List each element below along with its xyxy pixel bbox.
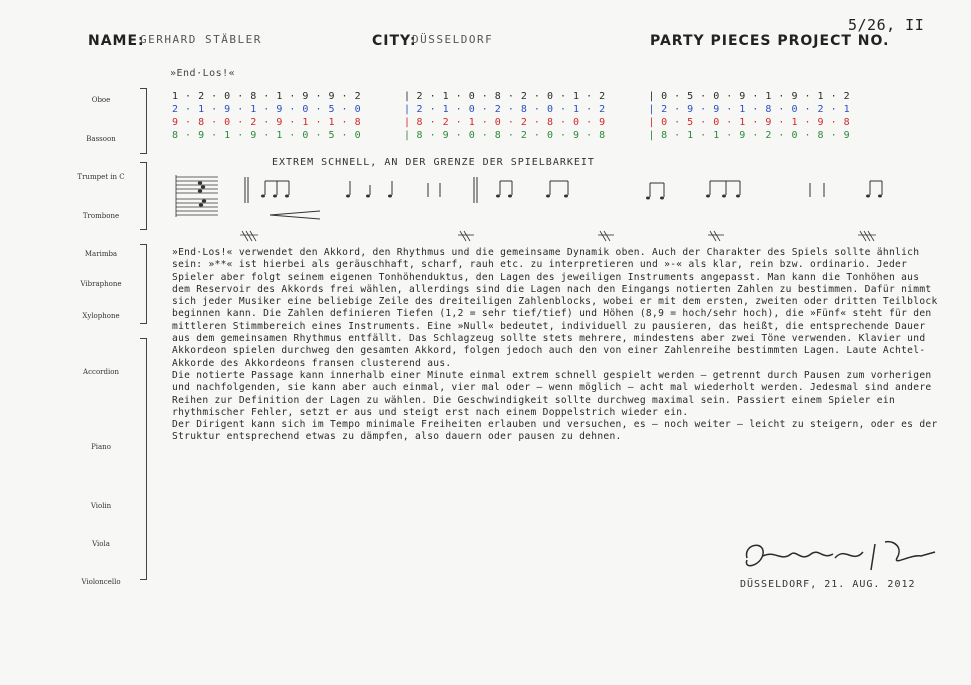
instrument-label: Vibraphone xyxy=(80,280,122,288)
number-block: 9 · 8 · 0 · 2 · 9 · 1 · 1 · 8 xyxy=(172,117,362,128)
performance-instructions xyxy=(172,247,942,444)
number-block: 0 · 5 · 0 · 9 · 1 · 9 · 1 · 2 xyxy=(661,91,851,102)
number-block: 8 · 9 · 1 · 9 · 1 · 0 · 5 · 0 xyxy=(172,130,362,141)
tempo-marking: EXTREM SCHNELL, AN DER GRENZE DER SPIELBARKEIT xyxy=(272,157,595,168)
instrument-label: Trombone xyxy=(82,212,120,220)
instrument-label: Bassoon xyxy=(86,135,116,143)
signature xyxy=(735,536,945,576)
page-number: 5/26, II xyxy=(848,16,925,34)
number-block: 8 · 1 · 1 · 9 · 2 · 0 · 8 · 9 xyxy=(661,130,851,141)
project-label: PARTY PIECES PROJECT NO. xyxy=(650,33,890,49)
instrument-label: Viola xyxy=(92,540,110,548)
dynamic-marks xyxy=(240,231,876,241)
city-value: DÜSSELDORF xyxy=(412,33,494,46)
rhythm-line xyxy=(245,177,882,219)
number-block: 0 · 5 · 0 · 1 · 9 · 1 · 9 · 8 xyxy=(661,117,851,128)
number-block: 8 · 2 · 1 · 0 · 2 · 8 · 0 · 9 xyxy=(416,117,606,128)
piece-title: »End·Los!« xyxy=(170,68,236,79)
instruction-paragraph: »End·Los!« verwendet den Akkord, den Rhythmus und die gemeinsame Dynamik oben. Auch der Charakter des Spiels sollte ähnlich sein: »**« ist hierbei als geräuschhaft, scharf, rauh etc. zu interpretieren und »-« als klar, rein bzw. ordinario. Jeder Spieler aber folgt seinem eigenen Tonhöhenduktus, den Lagen des jeweiligen Instruments angepasst. Man kann die Tonhöhen aus dem Reservoir des Akkords frei wählen, allerdings sind die Lagen nach den Eingangs notierten Zahlen zu bestimmen. Dafür nimmt sich jeder Musiker eine beliebige Zeile des dreiteiligen Zahlenblocks, wobei er mit dem ersten, zweiten oder dritten Teilblock beginnen kann. Die Zahlen definieren Tiefen (1,2 = sehr tief/tief) und Höhen (8,9 = hoch/sehr hoch), die »Fünf« steht für den mittleren Stimmbereich eines Instruments. Eine »Null« bedeutet, individuell zu pausieren, das heißt, die entsprechende Dauer aus dem gemeinsamen Rhythmus entfällt. Das Schlagzeug sollte stets mehrere, mindestens aber zwei Töne verwenden. Klavier und Akkordeon spielen durchweg den gesamten Akkord, folgen jedoch auch den von einer Zahlenreihe bestimmten Lagen. Laute Achtel-Akkorde des Akkordeons fransen clusterend aus. xyxy=(172,247,938,369)
instrument-label: Violin xyxy=(90,502,112,510)
number-block: 8 · 9 · 0 · 8 · 2 · 0 · 9 · 8 xyxy=(416,130,606,141)
number-row: 2 · 1 · 9 · 1 · 9 · 0 · 5 · 0 | 2 · 1 · 0 · 2 · 8 · 0 · 1 · 2 | 2 · 9 · 9 · 1 · 8 · 0 · 2 · 1 xyxy=(172,104,893,115)
system-bracket xyxy=(140,244,147,324)
chord-staff xyxy=(176,175,218,217)
instrument-label: Oboe xyxy=(91,96,111,104)
note-heads xyxy=(261,195,882,200)
system-bracket xyxy=(140,88,147,154)
number-block: 2 · 1 · 0 · 8 · 2 · 0 · 1 · 2 xyxy=(416,91,606,102)
instruction-paragraph: Die notierte Passage kann innerhalb einer Minute einmal extrem schnell gespielt werden – getrennt durch Pausen zum vorherigen und nachfolgenden, sie kann aber auch einmal, vier mal oder – wenn möglich – acht mal wiederholt werden. Jedesmal sind andere Reihen zur Definition der Lagen zu wählen. Die Geschwindigkeit sollte durchweg maximal sein. Passiert einem Spieler ein rhythmischer Fehler, setzt er aus und steigt erst nach einem Doppelstrich wieder ein. xyxy=(172,369,932,418)
number-row: 8 · 9 · 1 · 9 · 1 · 0 · 5 · 0 | 8 · 9 · 0 · 8 · 2 · 0 · 9 · 8 | 8 · 1 · 1 · 9 · 2 · 0 · 8 · 9 xyxy=(172,130,893,141)
number-block: 2 · 1 · 9 · 1 · 9 · 0 · 5 · 0 xyxy=(172,104,362,115)
number-block: 2 · 1 · 0 · 2 · 8 · 0 · 1 · 2 xyxy=(416,104,606,115)
system-bracket xyxy=(140,338,147,580)
number-block: 1 · 2 · 0 · 8 · 1 · 9 · 9 · 2 xyxy=(172,91,362,102)
number-row: 9 · 8 · 0 · 2 · 9 · 1 · 1 · 8 | 8 · 2 · 1 · 0 · 2 · 8 · 0 · 9 | 0 · 5 · 0 · 1 · 9 · 1 · 9 · 8 xyxy=(172,117,893,128)
number-row: 1 · 2 · 0 · 8 · 1 · 9 · 9 · 2 | 2 · 1 · 0 · 8 · 2 · 0 · 1 · 2 | 0 · 5 · 0 · 9 · 1 · 9 · 1 · 2 xyxy=(172,91,893,102)
instrument-label: Accordion xyxy=(83,368,119,376)
instrument-label: Marimba xyxy=(84,250,118,258)
instrument-label: Xylophone xyxy=(82,312,120,320)
instrument-label: Piano xyxy=(91,443,111,451)
place-date: DÜSSELDORF, 21. AUG. 2012 xyxy=(740,579,916,590)
music-notation xyxy=(170,165,890,245)
instrument-label: Violoncello xyxy=(81,578,121,586)
instruction-paragraph: Der Dirigent kann sich im Tempo minimale Freiheiten erlauben und versuchen, es – noch weiter – leicht zu steigern, oder es der Struktur entsprechend etwas zu dämpfen, also dauern oder pausen zu dehnen. xyxy=(172,419,938,443)
instrument-label: Trumpet in C xyxy=(77,173,125,181)
number-block: 2 · 9 · 9 · 1 · 8 · 0 · 2 · 1 xyxy=(661,104,851,115)
name-value: GERHARD STÄBLER xyxy=(140,33,262,46)
system-bracket xyxy=(140,162,147,230)
name-label: NAME: xyxy=(88,33,145,49)
city-label: CITY: xyxy=(372,33,417,49)
